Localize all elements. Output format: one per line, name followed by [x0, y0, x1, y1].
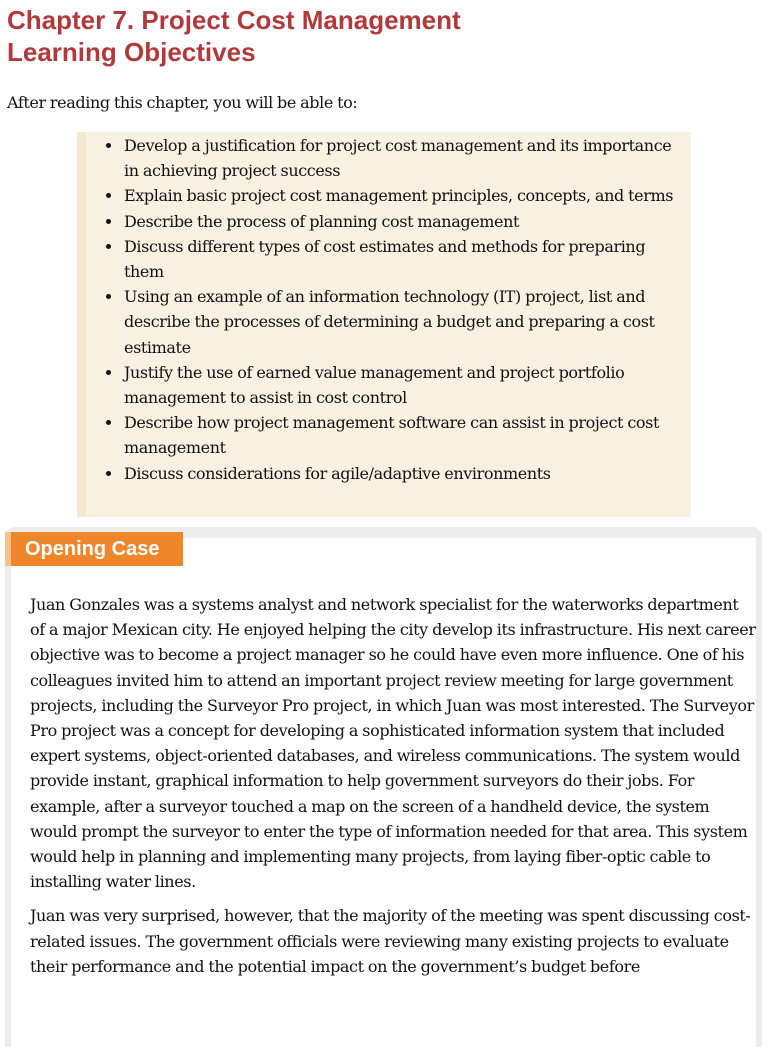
- section-title: Learning Objectives: [7, 37, 256, 67]
- objective-item: • Discuss different types of cost estimates and methods for preparing them: [123, 234, 685, 284]
- objective-item: • Discuss considerations for agile/adaptive environments: [123, 461, 685, 486]
- chapter-heading: [7, 4, 461, 68]
- objective-item: • Using an example of an information technology (IT) project, list and describe the processes of determining a budget and preparing a cost estimate: [123, 284, 685, 360]
- opening-case-frame: [5, 527, 762, 1047]
- case-paragraph: Juan was very surprised, however, that the majority of the meeting was spent discussing cost-related issues. The government officials were reviewing many existing projects to evaluate their performance and the potential impact on the government’s budget before: [30, 906, 751, 976]
- objective-item: • Explain basic project cost management principles, concepts, and terms: [123, 183, 685, 208]
- learning-objectives-box: [77, 132, 691, 517]
- opening-case-panel: [11, 538, 756, 1047]
- intro-text: After reading this chapter, you will be able to:: [7, 93, 358, 112]
- objective-item: • Develop a justification for project cost management and its importance in achieving project success: [123, 133, 685, 183]
- objectives-list: [86, 132, 691, 486]
- case-paragraph: Juan Gonzales was a systems analyst and network specialist for the waterworks department of a major Mexican city. He enjoyed helping the city develop its infrastructure. His next career objective was to become a project manager so he could have even more influence. One of his colleagues invited him to attend an important project review meeting for large government projects, including the Surveyor Pro project, in which Juan was most interested. The Surveyor Pro project was a concept for developing a sophisticated information system that included expert systems, object-oriented databases, and wireless communications. The system would provide instant, graphical information to help government surveyors do their jobs. For example, after a surveyor touched a map on the screen of a handheld device, the system would prompt the surveyor to enter the type of information needed for that area. This system would help in planning and implementing many projects, from laying fiber-optic cable to installing water lines.: [30, 595, 756, 892]
- objective-item: • Justify the use of earned value management and project portfolio management to assist in cost control: [123, 360, 685, 410]
- opening-case-label: Opening Case: [25, 538, 160, 560]
- chapter-title: Chapter 7. Project Cost Management: [7, 5, 461, 35]
- objective-item: • Describe the process of planning cost management: [123, 209, 685, 234]
- opening-case-body: [30, 592, 756, 988]
- opening-case-tab: [5, 532, 183, 566]
- objective-item: • Describe how project management software can assist in project cost management: [123, 410, 685, 460]
